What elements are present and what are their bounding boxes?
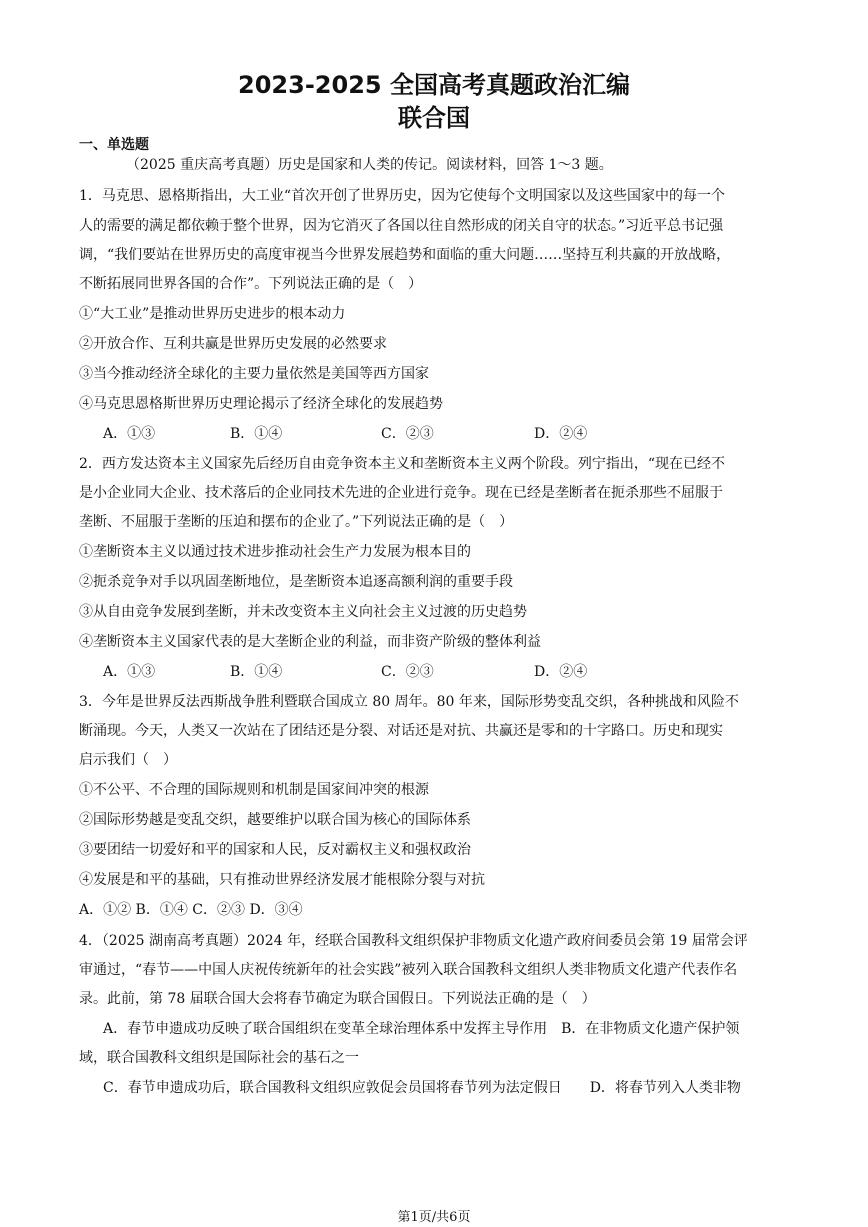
question-2-line: 2．西方发达资本主义国家先后经历自由竞争资本主义和垄断资本主义两个阶段。列宁指出，“现在已经不	[79, 456, 726, 472]
question-1-item: ④马克思恩格斯世界历史理论揭示了经济全球化的发展趋势	[79, 396, 443, 412]
question-1-option-d: D．②④	[534, 426, 588, 442]
question-2-item: ①垄断资本主义以通过技术进步推动社会生产力发展为根本目的	[79, 544, 471, 560]
question-3-line: 断涌现。今天，人类又一次站在了团结还是分裂、对话还是对抗、共赢还是零和的十字路口。历史和现实	[79, 723, 723, 739]
question-2-option-d: D．②④	[534, 664, 588, 680]
question-2-item: ②扼杀竞争对手以巩固垄断地位，是垄断资本追逐高额利润的重要手段	[79, 574, 513, 590]
question-4-option-line: 域，联合国教科文组织是国际社会的基石之一	[79, 1050, 359, 1066]
question-2-item: ③从自由竞争发展到垄断，并未改变资本主义向社会主义过渡的历史趋势	[79, 604, 527, 620]
question-1-line: 不断拓展同世界各国的合作”。下列说法正确的是（ ）	[79, 276, 423, 292]
question-4-option-line: A．春节申遗成功反映了联合国组织在变革全球治理体系中发挥主导作用 B．在非物质文化遗产保护领	[103, 1021, 740, 1037]
question-3-item: ④发展是和平的基础，只有推动世界经济发展才能根除分裂与对抗	[79, 872, 485, 888]
question-1-item: ③当今推动经济全球化的主要力量依然是美国等西方国家	[79, 366, 429, 382]
question-1-line: 调，“我们要站在世界历史的高度审视当今世界发展趋势和面临的重大问题……坚持互利共赢的开放战略，	[79, 247, 731, 263]
document-subtitle: 联合国	[398, 104, 470, 132]
intro-text: （2025 重庆高考真题）历史是国家和人类的传记。阅读材料，回答 1～3 题。	[126, 157, 613, 173]
question-4-option-line: C．春节申遗成功后，联合国教科文组织应敦促会员国将春节列为法定假日 D．将春节列入人类非物	[103, 1080, 741, 1096]
question-2-item: ④垄断资本主义国家代表的是大垄断企业的利益，而非资产阶级的整体利益	[79, 634, 541, 650]
question-1-item: ①“大工业”是推动世界历史进步的根本动力	[79, 306, 346, 322]
question-3-options: A．①② B．①④ C．②③ D．③④	[79, 902, 303, 918]
question-1-line: 1．马克思、恩格斯指出，大工业“首次开创了世界历史，因为它使每个文明国家以及这些国家中的每一个	[79, 188, 726, 204]
question-4-line: 4．（2025 湖南高考真题）2024 年，经联合国教科文组织保护非物质文化遗产政府间委员会第 19 届常会评	[79, 933, 748, 949]
page-number: 第1页/共6页	[397, 1210, 471, 1225]
question-1-option-c: C．②③	[381, 426, 434, 442]
document-title: 2023-2025 全国高考真题政治汇编	[238, 71, 630, 99]
question-2-line: 垄断、不屈服于垄断的压迫和摆布的企业了。”下列说法正确的是（ ）	[79, 514, 514, 530]
question-3-item: ③要团结一切爱好和平的国家和人民，反对霸权主义和强权政治	[79, 842, 471, 858]
question-2-option-c: C．②③	[381, 664, 434, 680]
question-1-option-a: A．①③	[103, 426, 156, 442]
question-1-option-b: B．①④	[230, 426, 283, 442]
section-heading: 一、单选题	[79, 137, 149, 153]
question-2-option-a: A．①③	[103, 664, 156, 680]
question-3-line: 3．今年是世界反法西斯战争胜利暨联合国成立 80 周年。80 年来，国际形势变乱交织，各种挑战和风险不	[79, 694, 739, 710]
question-2-line: 是小企业同大企业、技术落后的企业同技术先进的企业进行竞争。现在已经是垄断者在扼杀那些不屈服于	[79, 485, 723, 501]
question-1-item: ②开放合作、互利共赢是世界历史发展的必然要求	[79, 336, 387, 352]
question-3-item: ②国际形势越是变乱交织，越要维护以联合国为核心的国际体系	[79, 812, 471, 828]
question-3-line: 启示我们（ ）	[79, 752, 177, 768]
question-4-line: 审通过，“春节——中国人庆祝传统新年的社会实践”被列入联合国教科文组织人类非物质文化遗产代表作名	[79, 962, 738, 978]
question-2-option-b: B．①④	[230, 664, 283, 680]
question-4-line: 录。此前，第 78 届联合国大会将春节确定为联合国假日。下列说法正确的是（ ）	[79, 991, 596, 1007]
question-3-item: ①不公平、不合理的国际规则和机制是国家间冲突的根源	[79, 782, 429, 798]
question-1-line: 人的需要的满足都依赖于整个世界，因为它消灭了各国以往自然形成的闭关自守的状态。”习近平总书记强	[79, 218, 724, 234]
